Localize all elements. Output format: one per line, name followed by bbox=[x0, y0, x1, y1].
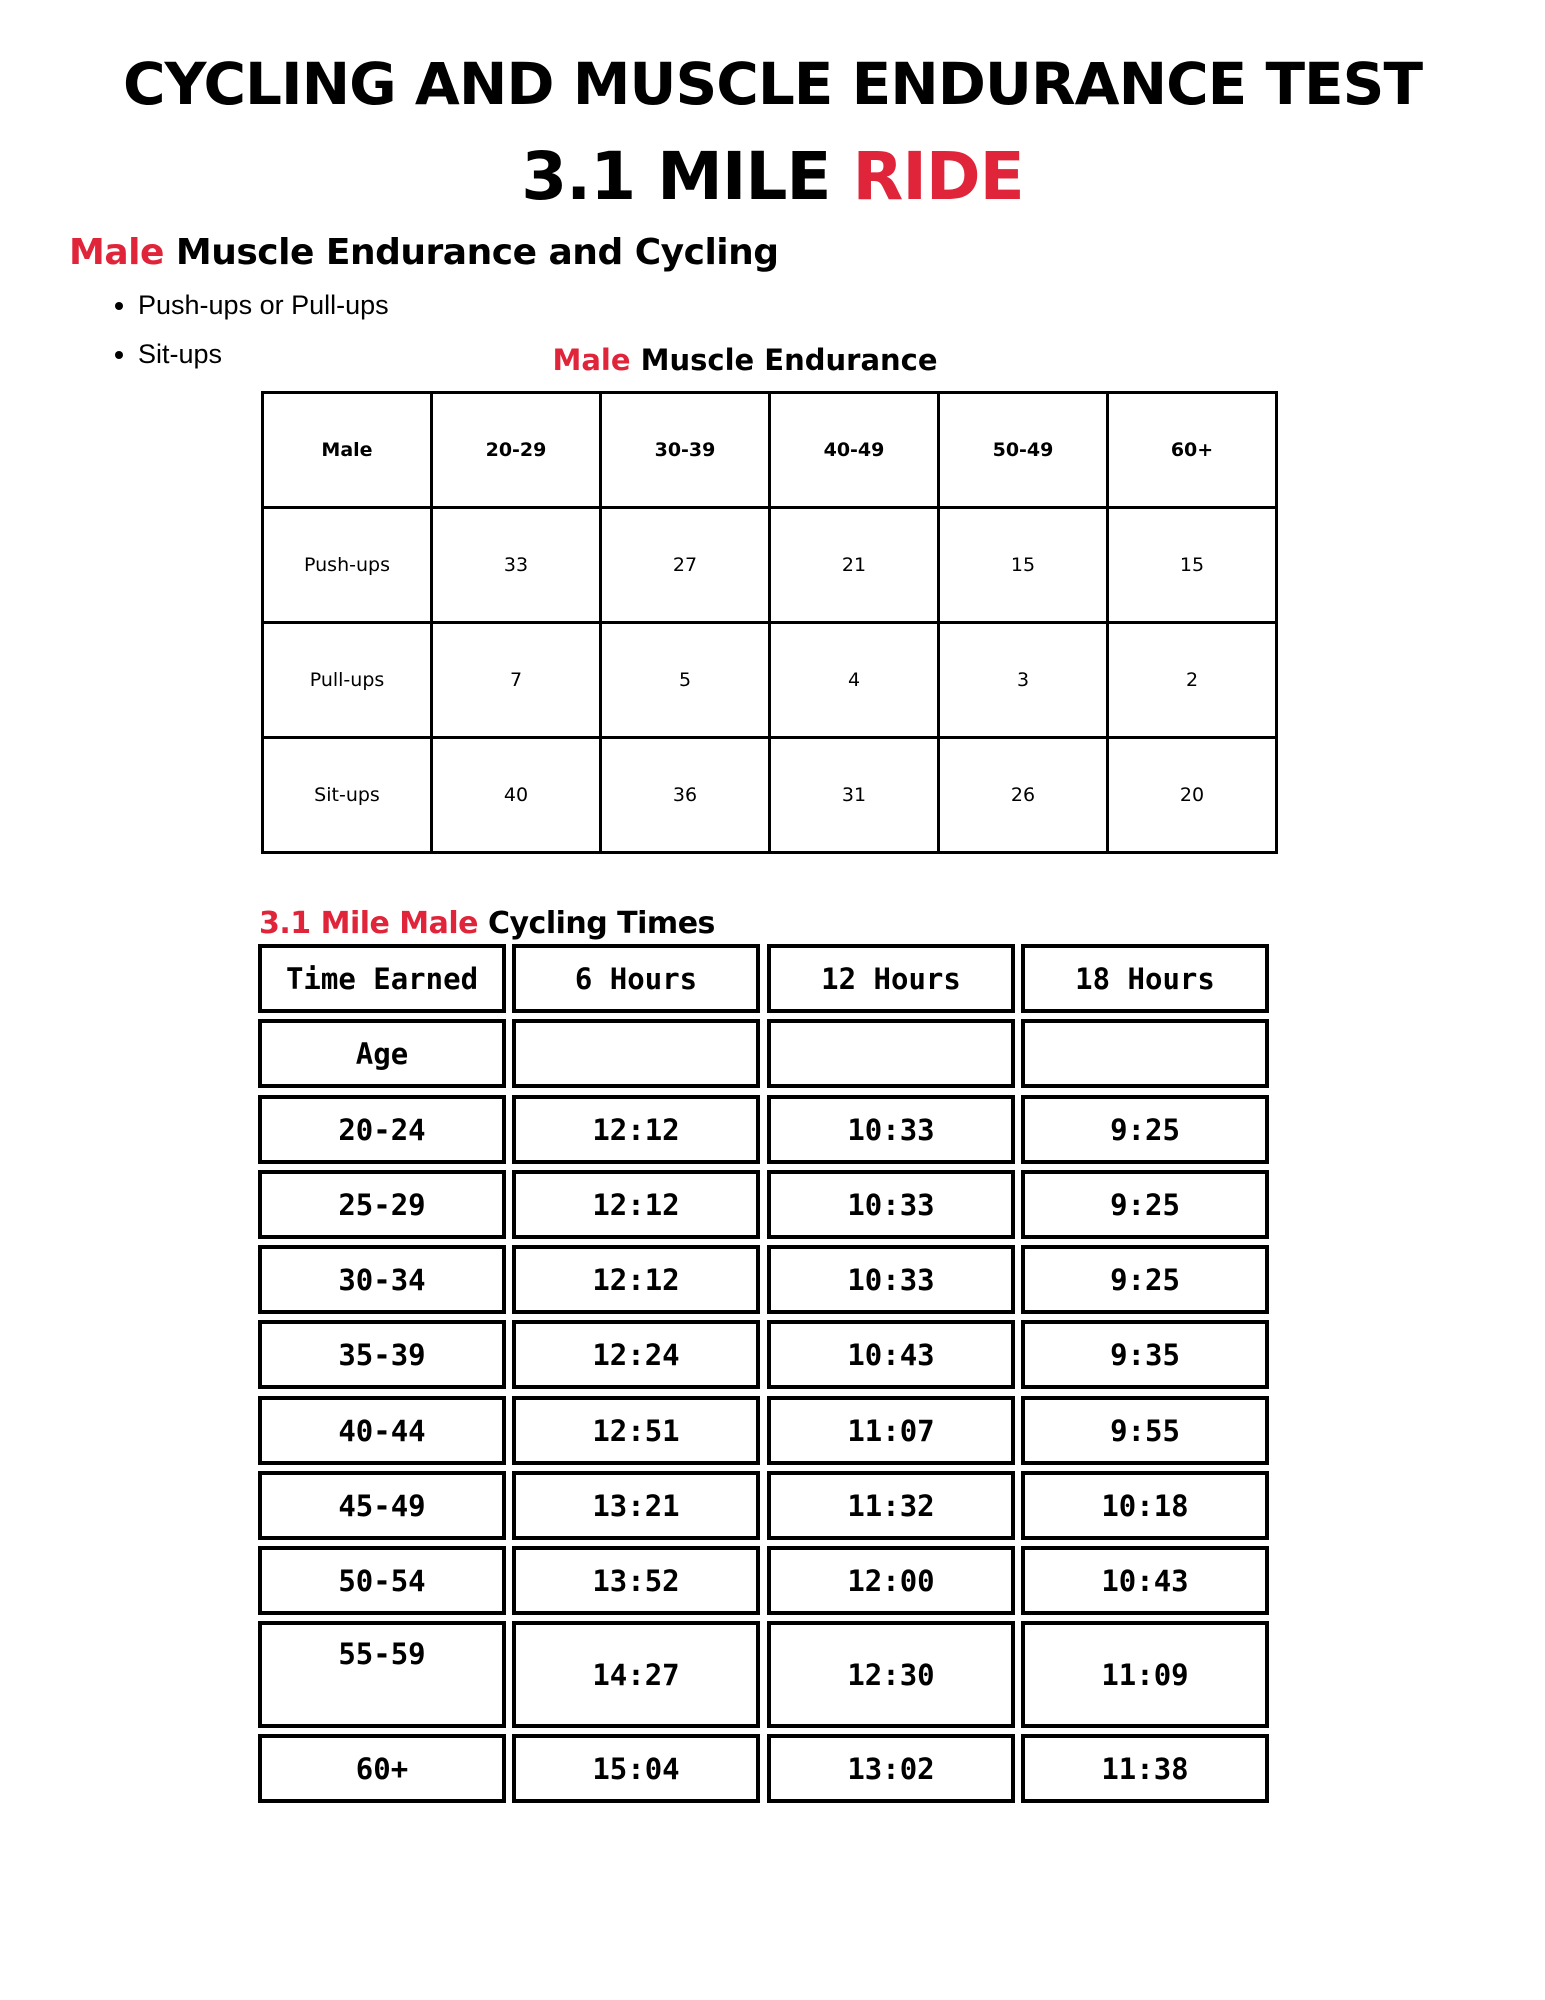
table-cell: 10:43 bbox=[1021, 1546, 1269, 1615]
table-cell: 35-39 bbox=[258, 1320, 506, 1389]
table-cell: 12:12 bbox=[512, 1170, 760, 1239]
section-heading bbox=[69, 232, 779, 273]
table-cell: 11:32 bbox=[767, 1471, 1015, 1540]
table-cell: 15 bbox=[939, 508, 1108, 623]
table-cell: 12:12 bbox=[512, 1245, 760, 1314]
table-header-cell: 30-39 bbox=[601, 393, 770, 508]
subtitle-ride: RIDE bbox=[852, 138, 1024, 215]
table-cell: 10:33 bbox=[767, 1170, 1015, 1239]
table-cell: 33 bbox=[432, 508, 601, 623]
table-cell: Sit-ups bbox=[263, 738, 432, 853]
table-cell bbox=[767, 1019, 1015, 1088]
table-cell: 2 bbox=[1108, 623, 1277, 738]
table-header-cell: 40-49 bbox=[770, 393, 939, 508]
table-cell: 25-29 bbox=[258, 1170, 506, 1239]
table-cell: 31 bbox=[770, 738, 939, 853]
endurance-title-text: Muscle Endurance bbox=[640, 343, 938, 377]
list-item: • Push-ups or Pull-ups bbox=[138, 288, 389, 337]
table-cell: 15 bbox=[1108, 508, 1277, 623]
table-header-row bbox=[263, 393, 1277, 508]
table-cell: 50-54 bbox=[258, 1546, 506, 1615]
table-cell: 12:00 bbox=[767, 1546, 1015, 1615]
endurance-title-accent: Male bbox=[552, 343, 631, 377]
table-cell: 11:07 bbox=[767, 1396, 1015, 1465]
table-cell bbox=[1021, 1019, 1269, 1088]
table-cell: 12:12 bbox=[512, 1095, 760, 1164]
table-cell: 40 bbox=[432, 738, 601, 853]
table-cell: 11:09 bbox=[1021, 1621, 1269, 1728]
cycling-title-text: Cycling Times bbox=[487, 906, 715, 941]
table-row bbox=[263, 623, 1277, 738]
table-cell: 12:30 bbox=[767, 1621, 1015, 1728]
table-cell: 13:21 bbox=[512, 1471, 760, 1540]
table-cell: 11:38 bbox=[1021, 1734, 1269, 1803]
section-heading-text: Muscle Endurance and Cycling bbox=[175, 232, 779, 273]
table-cell: 9:35 bbox=[1021, 1320, 1269, 1389]
table-cell bbox=[512, 1019, 760, 1088]
list-item: • Sit-ups bbox=[138, 337, 389, 386]
endurance-table bbox=[261, 391, 1278, 854]
table-cell: 12:24 bbox=[512, 1320, 760, 1389]
table-cell: 9:25 bbox=[1021, 1245, 1269, 1314]
page-title: CYCLING AND MUSCLE ENDURANCE TEST bbox=[122, 50, 1423, 118]
table-cell: 30-34 bbox=[258, 1245, 506, 1314]
table-cell: 3 bbox=[939, 623, 1108, 738]
table-cell: 27 bbox=[601, 508, 770, 623]
table-cell: 40-44 bbox=[258, 1396, 506, 1465]
subtitle-number: 3.1 bbox=[521, 138, 636, 215]
table-cell: 9:25 bbox=[1021, 1095, 1269, 1164]
table-cell: 55-59 bbox=[258, 1621, 506, 1728]
cycling-table-title bbox=[259, 906, 715, 941]
table-cell: Push-ups bbox=[263, 508, 432, 623]
table-cell: 10:18 bbox=[1021, 1471, 1269, 1540]
table-cell: 21 bbox=[770, 508, 939, 623]
table-cell: Age bbox=[258, 1019, 506, 1088]
table-cell: 14:27 bbox=[512, 1621, 760, 1728]
table-header-cell: 20-29 bbox=[432, 393, 601, 508]
table-cell: 10:43 bbox=[767, 1320, 1015, 1389]
table-cell: 10:33 bbox=[767, 1245, 1015, 1314]
table-cell: Pull-ups bbox=[263, 623, 432, 738]
cycling-title-accent: 3.1 Mile Male bbox=[259, 906, 479, 941]
table-cell: 20-24 bbox=[258, 1095, 506, 1164]
page-subtitle bbox=[0, 138, 1545, 215]
table-row bbox=[263, 738, 1277, 853]
table-header-cell: Male bbox=[263, 393, 432, 508]
table-cell: 15:04 bbox=[512, 1734, 760, 1803]
table-cell: 45-49 bbox=[258, 1471, 506, 1540]
table-cell: 9:55 bbox=[1021, 1396, 1269, 1465]
table-cell: 13:52 bbox=[512, 1546, 760, 1615]
table-row bbox=[263, 508, 1277, 623]
table-header-cell: 18 Hours bbox=[1021, 944, 1269, 1013]
table-header-cell: 60+ bbox=[1108, 393, 1277, 508]
table-header-cell: 6 Hours bbox=[512, 944, 760, 1013]
endurance-table-title bbox=[0, 343, 1490, 377]
table-cell: 12:51 bbox=[512, 1396, 760, 1465]
table-cell: 26 bbox=[939, 738, 1108, 853]
section-heading-accent: Male bbox=[69, 232, 164, 273]
table-cell: 9:25 bbox=[1021, 1170, 1269, 1239]
table-cell: 5 bbox=[601, 623, 770, 738]
table-header-cell: Time Earned bbox=[258, 944, 506, 1013]
table-cell: 7 bbox=[432, 623, 601, 738]
table-cell: 60+ bbox=[258, 1734, 506, 1803]
table-cell: 10:33 bbox=[767, 1095, 1015, 1164]
table-cell: 20 bbox=[1108, 738, 1277, 853]
table-header-cell: 50-49 bbox=[939, 393, 1108, 508]
table-cell: 36 bbox=[601, 738, 770, 853]
table-header-cell: 12 Hours bbox=[767, 944, 1015, 1013]
subtitle-mile: MILE bbox=[657, 138, 831, 215]
table-cell: 13:02 bbox=[767, 1734, 1015, 1803]
table-cell: 4 bbox=[770, 623, 939, 738]
